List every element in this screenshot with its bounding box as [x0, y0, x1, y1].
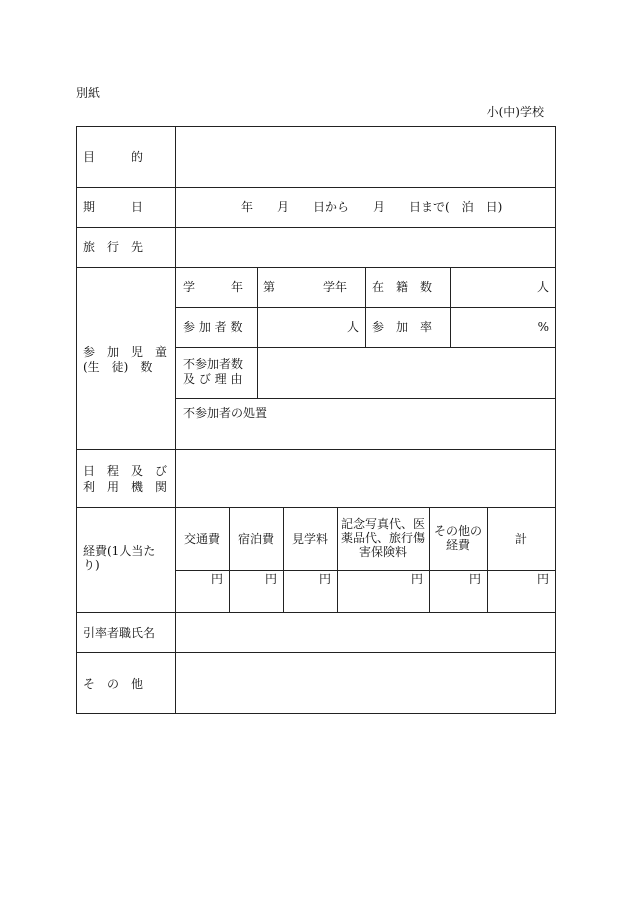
- schedule-label-line2: 利 用 機 関: [83, 480, 168, 494]
- yen-transport: 円: [210, 572, 223, 586]
- cost-transport: 交通費: [183, 532, 220, 546]
- period-label: 期 日: [83, 200, 144, 214]
- nonattend-label-line2: 及 び 理 由: [183, 372, 243, 386]
- participants-label-line2: (生 徒) 数: [83, 360, 153, 374]
- cost-photo: 記念写真代、医薬品代、旅行傷害保険料: [341, 517, 426, 559]
- destination-label: 旅 行 先: [83, 240, 144, 254]
- enrolled-unit: 人: [536, 280, 549, 294]
- period-text: 年 月 日から 月 日まで( 泊 日): [241, 200, 503, 214]
- yen-photo: 円: [410, 572, 423, 586]
- attendees-label: 参 加 者 数: [183, 320, 243, 334]
- other-label: そ の 他: [83, 677, 144, 691]
- nonattend-label-line1: 不参加者数: [183, 357, 244, 371]
- enrolled-label: 在 籍 数: [372, 280, 433, 294]
- schedule-label-line1: 日 程 及 び: [83, 464, 168, 478]
- participants-label-line1: 参 加 児 童: [83, 345, 168, 359]
- trip-form-table: [76, 126, 556, 714]
- annex-label: 別紙: [76, 86, 101, 100]
- leader-label: 引率者職氏名: [83, 626, 156, 640]
- yen-other: 円: [468, 572, 481, 586]
- nonattend-disposition: 不参加者の処置: [183, 406, 268, 420]
- rate-label: 参 加 率: [372, 320, 433, 334]
- yen-total: 円: [536, 572, 549, 586]
- cost-lodging: 宿泊費: [237, 532, 274, 546]
- rate-unit: %: [537, 320, 549, 334]
- attendees-unit: 人: [346, 320, 359, 334]
- cost-label: 経費(1人当たり): [83, 544, 156, 572]
- school-label: 小(中)学校: [486, 105, 544, 119]
- yen-admission: 円: [318, 572, 331, 586]
- cost-admission: 見学料: [291, 532, 328, 546]
- cost-other: その他の経費: [433, 524, 482, 552]
- yen-lodging: 円: [264, 572, 277, 586]
- grade-label: 学 年: [183, 280, 244, 294]
- purpose-label: 目 的: [83, 150, 144, 164]
- grade-value: 第 学年: [263, 280, 348, 294]
- cost-total: 計: [514, 532, 527, 546]
